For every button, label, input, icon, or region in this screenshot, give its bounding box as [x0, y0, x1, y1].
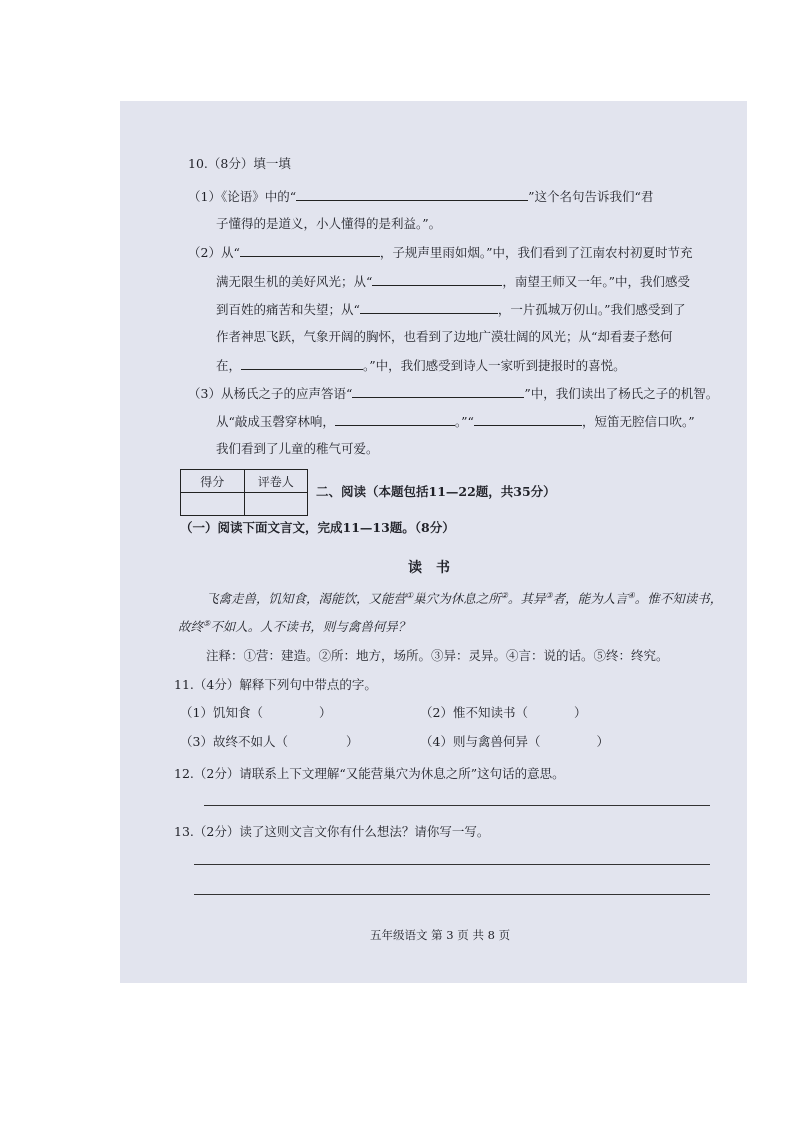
q10-part3-line2: 从“敲成玉磬穿林响， 。”“ ，短笛无腔信口吹。” — [216, 414, 695, 429]
q13-heading: 13.（2分）读了这则文言文你有什么想法？请你写一写。 — [174, 824, 490, 839]
exam-page — [120, 101, 747, 983]
note-mark-5: ⑤ — [203, 619, 211, 628]
q11-item-2: （2）惟不知读书（ ） — [420, 705, 587, 720]
q10-blank-2[interactable] — [240, 243, 380, 257]
q10-part2-line3: 到百姓的痛苦和失望；从“ ，一片孤城万仞山。”我们感受到了 — [216, 302, 686, 317]
q10-blank-1[interactable] — [296, 187, 528, 201]
q11-item-3: （3）故终不如人（ ） — [180, 734, 359, 749]
score-cell[interactable] — [181, 493, 245, 516]
passage-line1: 飞禽走兽，饥知食，渴能饮，又能营①巢穴为休息之所②。其异③者，能为人言④。惟不知读书， — [206, 591, 723, 607]
q10-part1-line2: 子懂得的是道义，小人懂得的是利益。”。 — [216, 216, 442, 231]
q10-heading: 10.（8分）填一填 — [188, 156, 291, 171]
note-mark-2: ② — [500, 591, 508, 600]
q13-answer-line-2[interactable] — [194, 894, 710, 895]
section2-heading: 二、阅读（本题包括11—22题，共35分） — [316, 484, 556, 499]
score-table — [180, 469, 308, 516]
page-footer: 五年级语文 第 3 页 共 8 页 — [370, 928, 511, 942]
note-mark-1: ① — [406, 591, 414, 600]
q11-heading: 11.（4分）解释下列句中带点的字。 — [174, 677, 377, 692]
q12-answer-line[interactable] — [204, 805, 710, 806]
q10-part3-line3: 我们看到了儿童的稚气可爱。 — [216, 441, 379, 456]
q10-blank-6[interactable] — [352, 384, 524, 398]
note-mark-4: ④ — [627, 591, 635, 600]
passage-title: 读书 — [408, 560, 464, 576]
q10-part2-line5: 在， 。”中，我们感受到诗人一家听到捷报时的喜悦。 — [216, 358, 626, 373]
q10-blank-5[interactable] — [241, 356, 363, 370]
reviewer-cell[interactable] — [244, 493, 308, 516]
q13-answer-line-1[interactable] — [194, 864, 710, 865]
score-header: 得分 — [181, 470, 245, 493]
note-mark-3: ③ — [545, 591, 553, 600]
q10-blank-4[interactable] — [360, 300, 498, 314]
reviewer-header: 评卷人 — [244, 470, 308, 493]
q10-blank-3[interactable] — [372, 272, 502, 286]
q12-heading: 12.（2分）请联系上下文理解“又能营巢穴为休息之所”这句话的意思。 — [174, 766, 565, 781]
q10-part3-line1: （3）从杨氏之子的应声答语“ ”中，我们读出了杨氏之子的机智。 — [188, 386, 719, 401]
q10-part2-line1: （2）从“ ，子规声里雨如烟。”中，我们看到了江南农村初夏时节充 — [188, 245, 693, 260]
q10-blank-8[interactable] — [474, 412, 582, 426]
q11-item-1: （1）饥知食（ ） — [180, 705, 332, 720]
q10-part2-line4: 作者神思飞跃，气象开阔的胸怀，也看到了边地广漠壮阔的风光；从“却看妻子愁何 — [216, 329, 673, 344]
passage-notes: 注释：①营：建造。②所：地方，场所。③异：灵异。④言：说的话。⑤终：终究。 — [206, 648, 669, 663]
q11-item-4: （4）则与禽兽何异（ ） — [420, 734, 609, 749]
q10-part2-line2: 满无限生机的美好风光；从“ ，南望王师又一年。”中，我们感受 — [216, 274, 691, 289]
part1-heading: （一）阅读下面文言文，完成11—13题。（8分） — [180, 520, 455, 535]
q10-blank-7[interactable] — [335, 412, 455, 426]
passage-line2: 故终⑤不如人。人不读书，则与禽兽何异？ — [178, 619, 411, 635]
q10-part1-line1: （1）《论语》中的“ ”这个名句告诉我们“君 — [188, 189, 654, 204]
